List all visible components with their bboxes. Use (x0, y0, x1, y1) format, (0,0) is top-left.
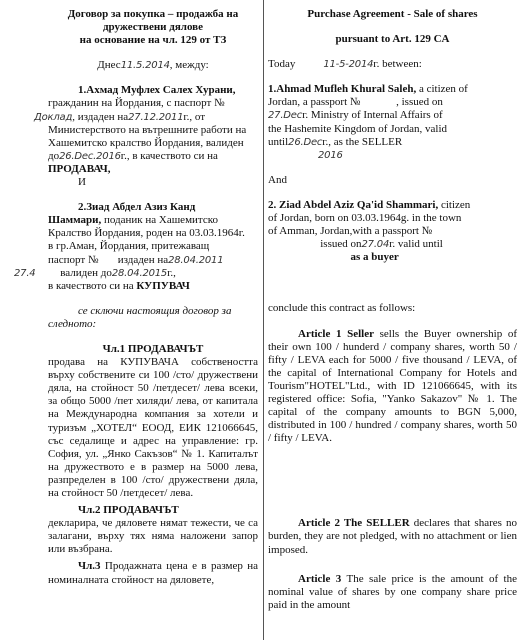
bg-buyer-name: 2.Зиад Абдел Азиз Канд (78, 201, 196, 214)
bg-article-1-title: Чл.1 ПРОДАВАЧЪТ (102, 342, 204, 355)
en-article-1: Article 1 Seller sells the Buyer ownership of their own 100 / hunderd / company shares, worth 50 / fifty / LEVA each for 5000 / five thousand / LEVA, of the capital of International Company for Hotels and Tourism"HOTEL"Ltd., with ID 121066645, with its registered office: Sofia, "Yanko Sakazov" № 1. The capital of the company amounts to BGN 5,000, distributed in 100 / hundred / company shares, worth 50 / fifty / LEVA. (268, 327, 517, 445)
en-buyer-line-3: of Amman, Jordan,with a passport № (268, 225, 433, 238)
en-seller-line-1: 1.Ahmad Mufleh Khural Saleh, a citizen of (268, 83, 468, 96)
bg-buyer-role: КУПУВАЧ (136, 279, 190, 292)
bg-buyer-line-7: в качеството си на КУПУВАЧ (48, 279, 190, 292)
en-article-3: Article 3 The sale price is the amount of the nominal value of shares by one company share price paid in the amount (268, 572, 517, 611)
bg-buyer-line-1: Шаммари, поданик на Хашемитско (48, 214, 219, 227)
bg-buyer-line-4: в гр.Аман, Йордания, притежаващ (48, 240, 210, 253)
bg-article-3: Чл.3 Продажната цена е в размер на номиналната стойност на дяловете, (48, 560, 259, 586)
en-seller-year-handwritten: 2016 (318, 149, 343, 161)
bg-seller-margin-handwriting: Доклад (34, 111, 73, 123)
bg-seller-line-6: до26.Dec.2016г., в качеството си на (48, 149, 218, 162)
bg-date-line: Днес11.5.2014, между: (97, 59, 209, 72)
bulgarian-column (14, 8, 259, 587)
bg-and: И (78, 176, 86, 189)
bg-title-line-1: Договор за покупка – продажба на (67, 8, 239, 20)
bg-article-2-text: декларира, че дяловете нямат тежести, че са залагани, върху тях няма наложени запор или възбрана. (48, 517, 258, 556)
en-date-line: Today 11-5-2014г. between: (268, 58, 422, 71)
en-date-handwritten: 11-5-2014 (323, 59, 374, 71)
bg-buyer-line-6: 27.4 валиден до28.04.2015г., (14, 266, 176, 279)
bg-seller-line-3: Доклад, издаден на27.12.2011г., от (34, 110, 206, 123)
bg-title-line-2: дружествени дялове (102, 21, 203, 34)
en-seller-line-3: 27.Decг. Ministry of Internal Affairs of (268, 109, 443, 122)
en-title-line-1: Purchase Agreement - Sale of shares (307, 8, 478, 20)
en-buyer-line-2: of Jordan, born on 03.03.1964g. in the town (268, 212, 462, 225)
bg-buyer-line-3: Кралство Йордания, роден на 03.03.1964г. (48, 227, 245, 240)
bg-seller-line-2: гражданин на Йордания, с паспорт № (48, 97, 225, 110)
bg-agreed: се сключи настоящия договор за следното: (48, 304, 232, 330)
column-divider (263, 0, 264, 640)
bg-article-2-title: Чл.2 ПРОДАВАЧЪТ (78, 504, 179, 517)
bg-seller-role: ПРОДАВАЧ, (48, 162, 111, 175)
english-column (268, 8, 517, 612)
en-seller-line-2: Jordan, a passport № , issued on (268, 96, 443, 109)
bg-buyer-line-5: паспорт № издаден на28.04.2011 (48, 253, 224, 266)
bg-article-1-text: продава на КУПУВАЧА собствеността върху собствените си 100 /сто/ дружествени дяла, на стойност 50 /петдесет/ лева всеки, за общо 5000 /пет хиляди/ лева, от капитала на Международна компания за хотели и туризъм „ХОТЕЛ“ ЕООД, ЕИК 121066645, със седалище и адрес на управление: гр. София, ул. „Янко Сакъзов“ № 1. Капиталът на дружеството е в размер на 5000 лева, разпределен в 100 /сто/ дружествени дяла, на стойност 50 /петдесет/ лева. (48, 356, 258, 499)
en-seller-line-5: until26.Decг., as the SELLER (268, 135, 403, 148)
en-and: And (268, 173, 287, 186)
bg-seller-line-5: Хашемитско кралство Йордания, валиден (48, 136, 244, 149)
bg-seller-name: 1.Ахмад Муфлех Салех Хурани, (78, 84, 236, 97)
en-conclude: conclude this contract as follows: (268, 302, 416, 315)
bg-title-line-3: на основание на чл. 129 от ТЗ (79, 34, 227, 47)
en-article-2: Article 2 The SELLER declares that shares no burden, they are not pledged, with no attachment or lien imposed. (268, 517, 518, 556)
bg-date-handwritten: 11.5.2014 (120, 60, 170, 72)
en-buyer-line-1: 2. Ziad Abdel Aziz Qa'id Shammari, citizen (268, 198, 471, 211)
en-buyer-line-4: issued on27.04г. valid until (320, 238, 443, 251)
en-buyer-role: as a buyer (350, 251, 399, 264)
bg-seller-line-4: Министерството на вътрешните работи на (48, 123, 247, 136)
en-buyer-line-5 (268, 251, 517, 264)
en-title-line-2: pursuant to Art. 129 CA (335, 33, 450, 46)
en-seller-line-4: the Hashemite Kingdom of Jordan, valid (268, 122, 448, 135)
